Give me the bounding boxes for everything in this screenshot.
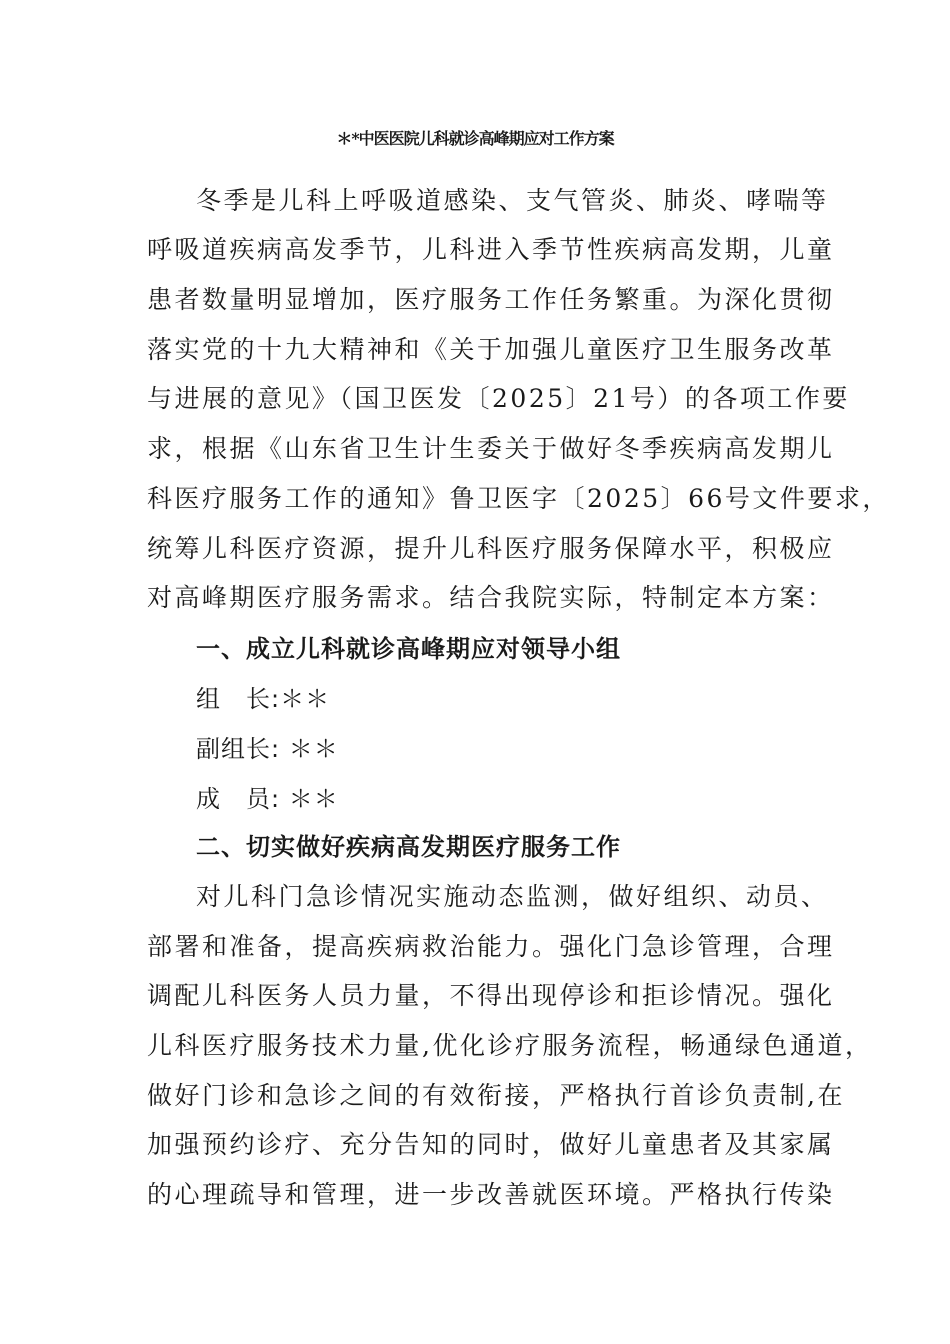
group-members: 成 员: ＊＊ <box>196 785 339 813</box>
intro-line-3: 患者数量明显增加，医疗服务工作任务繁重。为深化贯彻 <box>147 285 835 314</box>
section-2-line-1: 对儿科门急诊情况实施动态监测，做好组织、动员、 <box>196 882 829 911</box>
intro-line-6: 求，根据《山东省卫生计生委关于做好冬季疾病高发期儿 <box>147 434 835 463</box>
intro-line-4: 落实党的十九大精神和《关于加强儿童医疗卫生服务改革 <box>147 335 835 364</box>
intro-line-8: 统筹儿科医疗资源，提升儿科医疗服务保障水平，积极应 <box>147 534 835 563</box>
intro-line-1: 冬季是儿科上呼吸道感染、支气管炎、肺炎、哮喘等 <box>196 186 829 215</box>
document-title: ＊*中医医院儿科就诊高峰期应对工作方案 <box>336 129 614 148</box>
section-2-line-2: 部署和准备，提高疾病救治能力。强化门急诊管理，合理 <box>147 932 835 961</box>
intro-line-2: 呼吸道疾病高发季节，儿科进入季节性疾病高发期，儿童 <box>147 235 835 264</box>
section-2-line-6: 加强预约诊疗、充分告知的同时，做好儿童患者及其家属 <box>147 1130 835 1159</box>
section-2-line-3: 调配儿科医务人员力量，不得出现停诊和拒诊情况。强化 <box>147 981 835 1010</box>
section-2-line-5: 做好门诊和急诊之间的有效衔接，严格执行首诊负责制,在 <box>147 1081 845 1110</box>
section-1-heading: 一、成立儿科就诊高峰期应对领导小组 <box>196 635 621 663</box>
intro-line-9: 对高峰期医疗服务需求。结合我院实际，特制定本方案： <box>147 583 835 612</box>
group-deputy: 副组长: ＊＊ <box>196 735 339 763</box>
section-2-line-4: 儿科医疗服务技术力量,优化诊疗服务流程，畅通绿色通道， <box>147 1031 873 1060</box>
section-2-heading: 二、切实做好疾病高发期医疗服务工作 <box>196 833 621 861</box>
group-leader: 组 长:＊＊ <box>196 685 331 713</box>
section-2-line-7: 的心理疏导和管理，进一步改善就医环境。严格执行传染 <box>147 1180 835 1209</box>
intro-line-7: 科医疗服务工作的通知》鲁卫医字〔2025〕66号文件要求， <box>147 484 890 513</box>
intro-line-5: 与进展的意见》（国卫医发〔2025〕21号）的各项工作要 <box>147 384 850 413</box>
